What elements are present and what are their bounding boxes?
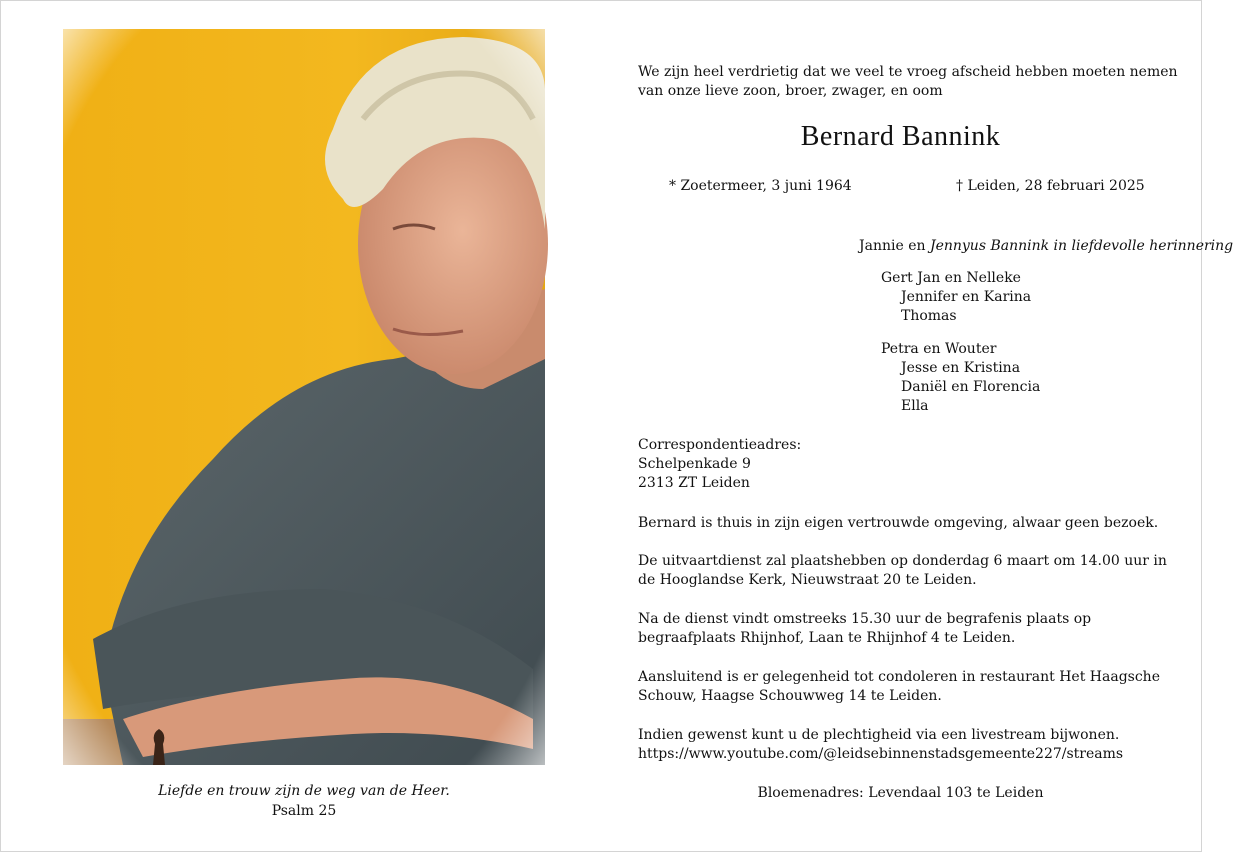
- family-head: [859, 237, 1233, 256]
- intro-text: We zijn heel verdrietig dat we veel te vroeg afscheid hebben moeten nemen van onze lieve zoon, broer, zwager, en oom: [638, 64, 1178, 99]
- livestream-link[interactable]: https://www.youtube.com/@leidsebinnenstadsgemeente227/streams: [638, 746, 1124, 762]
- family-head-plain: Jannie en: [859, 238, 930, 254]
- family-group-1: [881, 269, 1031, 326]
- deceased-name: Bernard Bannink: [800, 121, 1001, 152]
- portrait-photo: [63, 29, 545, 765]
- livestream-notice: [638, 726, 1183, 764]
- bible-quote: Liefde en trouw zijn de weg van de Heer.: [158, 783, 450, 799]
- burial-notice: Na de dienst vindt omstreeks 15.30 uur de begrafenis plaats op begraafplaats Rhijnhof, Laan te Rhijnhof 4 te Leiden.: [638, 611, 1092, 646]
- family-child: Jennifer en Karina: [901, 289, 1032, 305]
- family-child: Jesse en Kristina: [901, 360, 1021, 376]
- death-info: † Leiden, 28 februari 2025: [956, 178, 1145, 194]
- visit-notice: Bernard is thuis in zijn eigen vertrouwde omgeving, alwaar geen bezoek.: [638, 515, 1159, 531]
- family-head-italic: Jennyus Bannink in liefdevolle herinnering: [929, 238, 1233, 254]
- bible-reference: Psalm 25: [271, 803, 337, 819]
- family-child: Thomas: [901, 308, 957, 324]
- address-street: Schelpenkade 9: [638, 456, 751, 472]
- family-group-2: [881, 340, 1040, 416]
- flower-address: Bloemenadres: Levendaal 103 te Leiden: [757, 785, 1044, 801]
- birth-info: * Zoetermeer, 3 juni 1964: [669, 178, 852, 194]
- correspondence-address: [638, 436, 1183, 493]
- family-child: Daniël en Florencia: [901, 379, 1041, 395]
- family-child: Ella: [901, 398, 929, 414]
- condolence-notice: Aansluitend is er gelegenheid tot condoleren in restaurant Het Haagsche Schouw, Haagse Schouwweg 14 te Leiden.: [638, 669, 1160, 704]
- family-parent: Gert Jan en Nelleke: [881, 270, 1021, 286]
- livestream-text: Indien gewenst kunt u de plechtigheid via een livestream bijwonen.: [638, 727, 1120, 743]
- address-label: Correspondentieadres:: [638, 437, 802, 453]
- service-notice: De uitvaartdienst zal plaatshebben op donderdag 6 maart om 14.00 uur in de Hooglandse Kerk, Nieuwstraat 20 te Leiden.: [638, 553, 1167, 588]
- family-parent: Petra en Wouter: [881, 341, 997, 357]
- address-city: 2313 ZT Leiden: [638, 475, 750, 491]
- portrait-illustration: [63, 29, 545, 765]
